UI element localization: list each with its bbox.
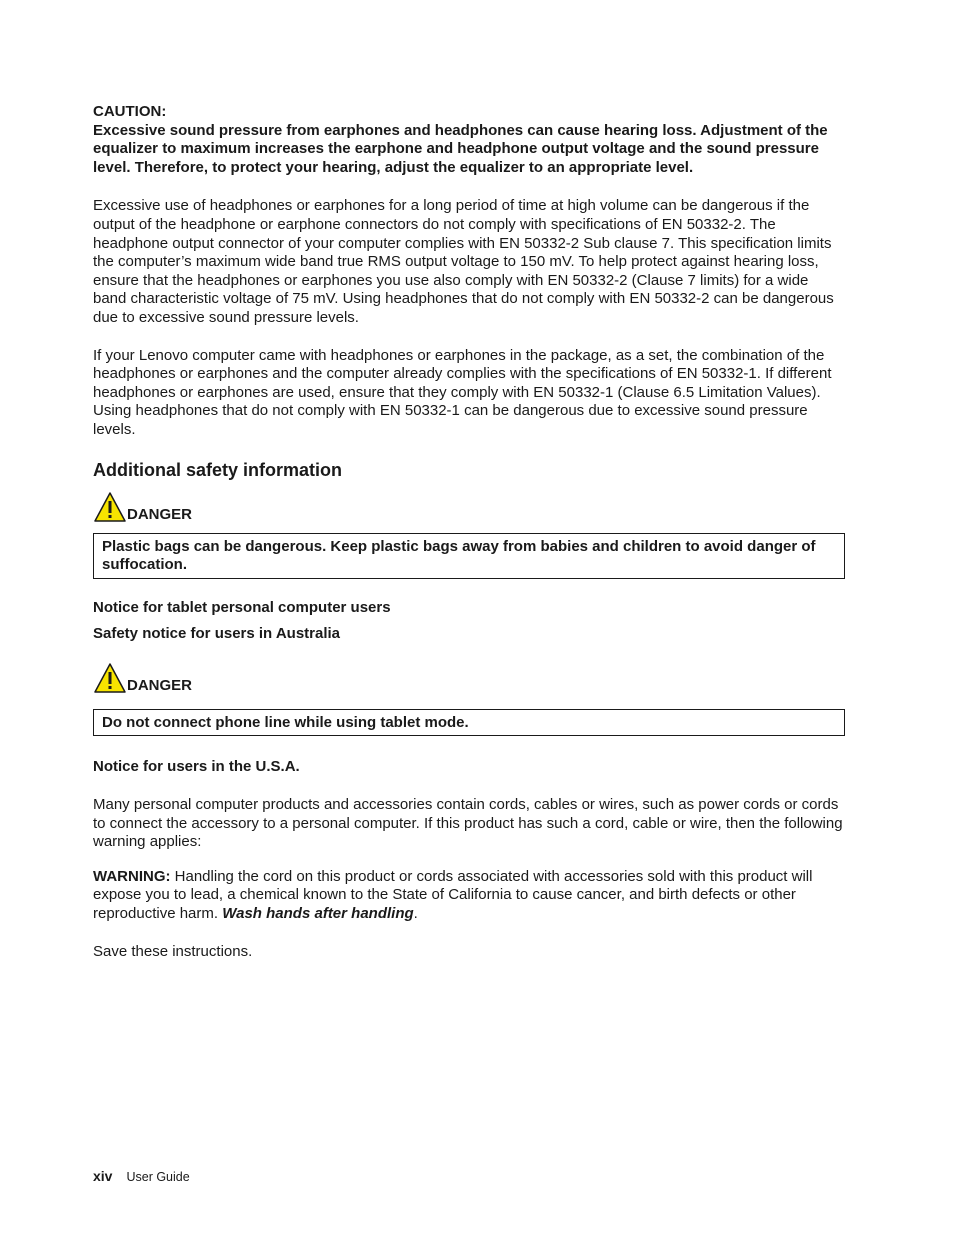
- headphone-paragraph: Excessive use of headphones or earphones for a long period of time at high volume can be dangerous if the output of the headphone or earphone connectors do not comply with specifications of EN 50332-2. The headphone output connector of your computer complies with EN 50332-2 Sub clause 7. This specification limits the computer’s maximum wide band true RMS output voltage to 150 mV. To help protect against hearing loss, ensure that the headphones or earphones you use also comply with EN 50332-2 (Clause 7 limits) for a wide band characteristic voltage of 75 mV. Using headphones that do not comply with EN 50332-2 can be dangerous due to excessive sound pressure levels.: [93, 197, 834, 326]
- page-content: [93, 103, 845, 961]
- warning-triangle-icon: [93, 662, 127, 694]
- caution-block: [93, 103, 845, 177]
- footer-title: User Guide: [126, 1170, 190, 1184]
- australia-notice-heading: Safety notice for users in Australia: [93, 625, 341, 643]
- usa-notice-heading: Notice for users in the U.S.A.: [93, 758, 300, 776]
- warning-emphasis: Wash hands after handling: [222, 905, 414, 923]
- warning-triangle-icon: [93, 491, 127, 523]
- danger-heading: [93, 660, 845, 694]
- warning-paragraph: [93, 868, 845, 924]
- caution-text: Excessive sound pressure from earphones and headphones can cause hearing loss. Adjustment of the equalizer to maximum increases the earphone and headphone output voltage and the sound pressure level. Therefore, to protect your hearing, adjust the equalizer to an appropriate level.: [93, 121, 828, 176]
- save-instructions: Save these instructions.: [93, 942, 253, 960]
- section-title: Additional safety information: [93, 459, 343, 480]
- danger-heading: [93, 489, 845, 523]
- lenovo-headphone-paragraph: If your Lenovo computer came with headphones or earphones in the package, as a set, the combination of the headphones or earphones and the computer already complies with the specifications of EN 50332-1. If different headphones or earphones are used, ensure that they comply with EN 50332-1 (Clause 6.5 Limitation Values). Using headphones that do not comply with EN 50332-1 can be dangerous due to excessive sound pressure levels.: [93, 346, 832, 438]
- warning-label: WARNING:: [93, 867, 171, 885]
- danger-box-phone-line: Do not connect phone line while using tablet mode.: [93, 709, 845, 737]
- caution-label: CAUTION:: [93, 103, 167, 120]
- tablet-notice-heading: Notice for tablet personal computer users: [93, 598, 391, 616]
- warning-end: .: [413, 905, 418, 923]
- warning-text: Handling the cord on this product or cords associated with accessories sold with this product will expose you to lead, a chemical known to the State of California to cause cancer, and birth defects or other reproductive harm.: [93, 867, 813, 923]
- usa-paragraph: Many personal computer products and accessories contain cords, cables or wires, such as power cords or cords to connect the accessory to a personal computer. If this product has such a cord, cable or wire, then the following warning applies:: [93, 796, 843, 851]
- danger-box-plastic-bags: Plastic bags can be dangerous. Keep plastic bags away from babies and children to avoid danger of suffocation.: [93, 533, 845, 579]
- danger-label: DANGER: [127, 505, 193, 523]
- page-footer: [93, 1167, 190, 1187]
- page-number: xiv: [93, 1168, 113, 1184]
- danger-label: DANGER: [127, 676, 193, 694]
